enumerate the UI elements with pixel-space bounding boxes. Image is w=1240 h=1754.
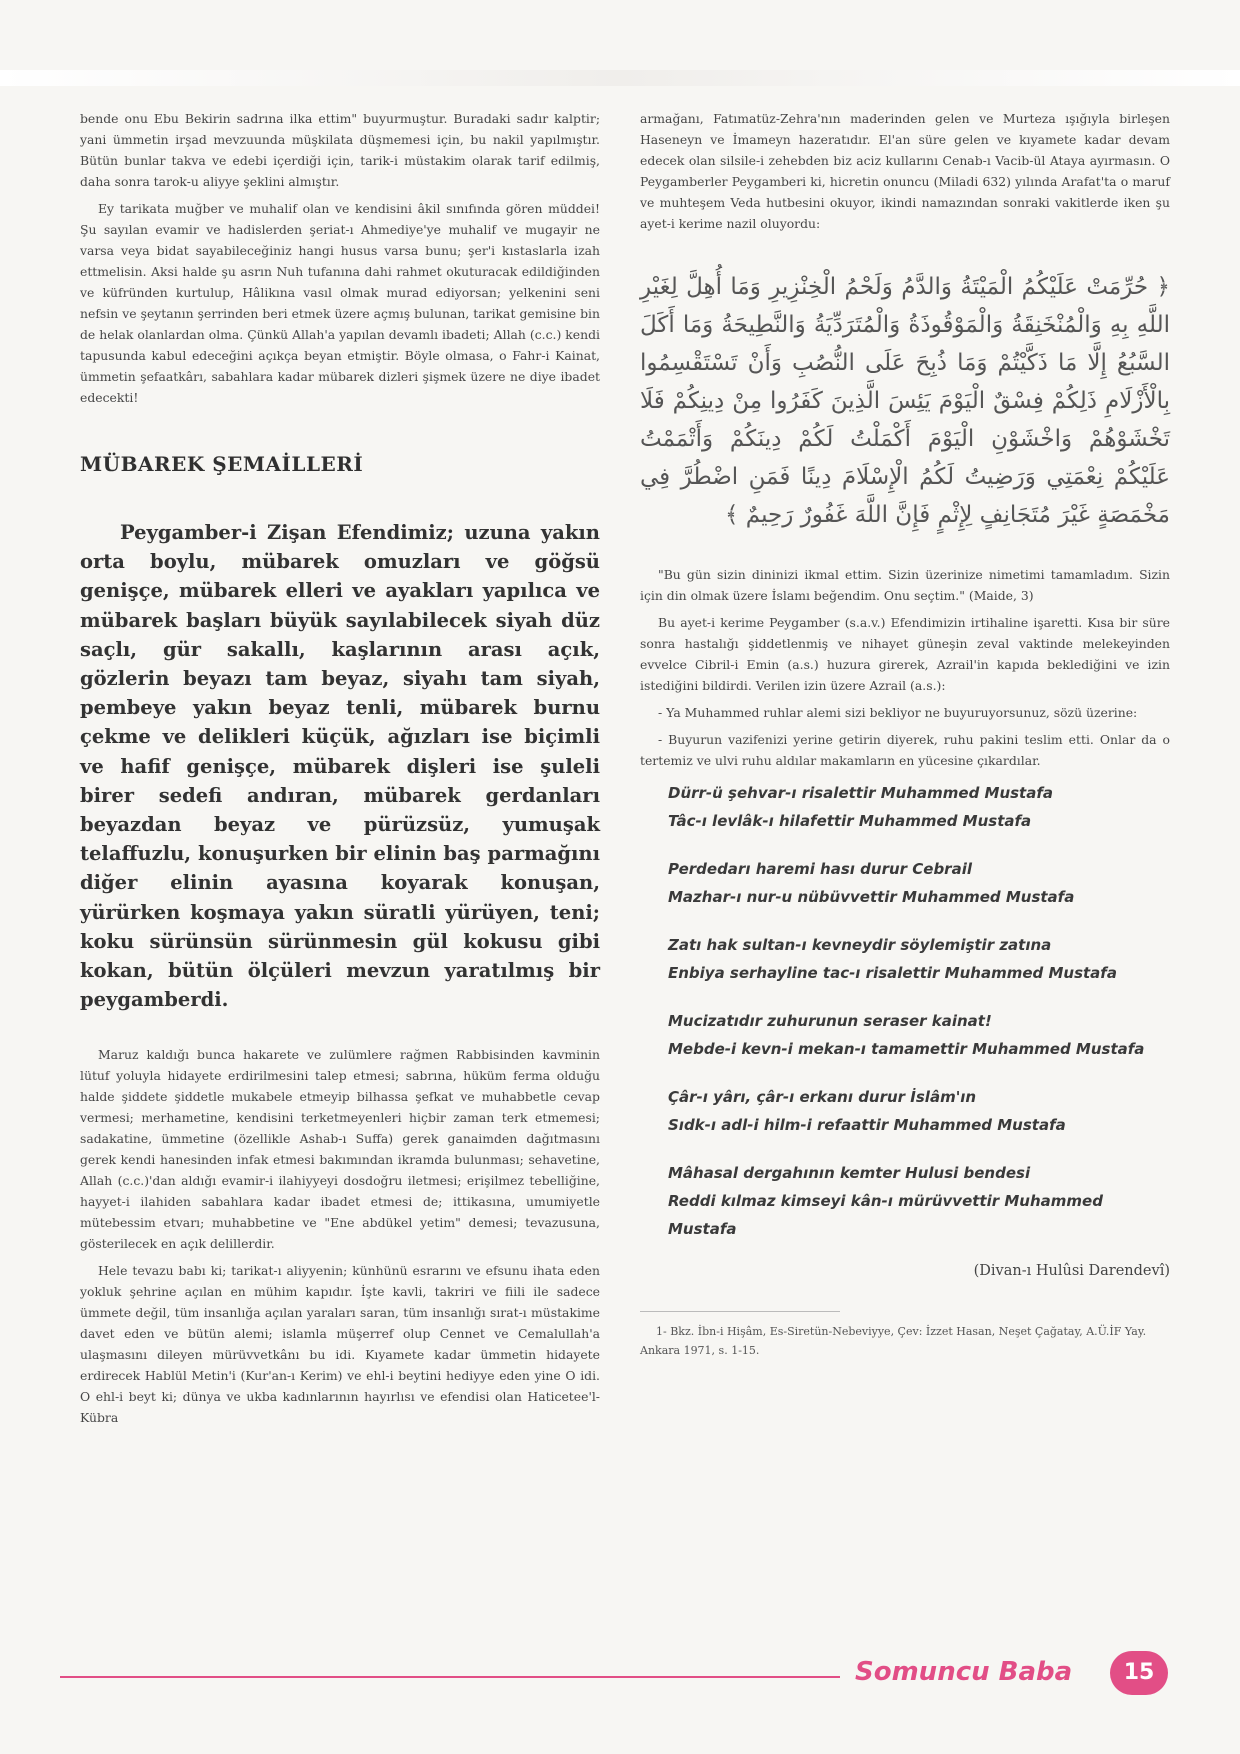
footer-rule xyxy=(60,1676,840,1678)
poem-stanza xyxy=(668,1159,1170,1243)
right-paragraph-5: - Buyurun vazifenizi yerine getirin diyerek, ruhu pakini teslim etti. Onlar da o tertemiz ve ulvi ruhu aldılar makamların en yücesine çıkardılar. xyxy=(640,732,1170,768)
poem-stanza xyxy=(668,931,1170,987)
poem-line: Enbiya serhayline tac-ı risalettir Muhammed Mustafa xyxy=(668,964,1117,982)
poem-stanza xyxy=(668,779,1170,835)
magazine-logo: Somuncu Baba xyxy=(855,1657,1073,1687)
poem-line: Dürr-ü şehvar-ı risalettir Muhammed Mustafa xyxy=(668,784,1053,802)
footnote: 1- Bkz. İbn-i Hişâm, Es-Siretün-Nebeviyye, Çev: İzzet Hasan, Neşet Çağatay, A.Ü.İF Yay. Ankara 1971, s. 1-15. xyxy=(640,1325,1147,1357)
poem-stanza xyxy=(668,1083,1170,1139)
poem-line: Tâc-ı levlâk-ı hilafettir Muhammed Mustafa xyxy=(668,812,1032,830)
right-column xyxy=(640,108,1170,1360)
poem-line: Reddi kılmaz kimseyi kân-ı mürüvvettir Muhammed Mustafa xyxy=(668,1192,1103,1238)
poem-line: Sıdk-ı adl-i hilm-i refaattir Muhammed Mustafa xyxy=(668,1116,1066,1134)
poem-line: Mebde-i kevn-i mekan-ı tamamettir Muhammed Mustafa xyxy=(668,1040,1145,1058)
right-paragraph-3: Bu ayet-i kerime Peygamber (s.a.v.) Efendimizin irtihaline işaretti. Kısa bir süre sonra hastalığı şiddetlenmiş ve nihayet güneşin zeval vaktinde melekeyinden evvelce Cibril-i Emin (a.s.) huzura girerek, Azrail'in kapıda beklediğini ve izin istediğini bildirdi. Verilen izin üzere Azrail (a.s.): xyxy=(640,615,1170,693)
left-paragraph-3: Maruz kaldığı bunca hakarete ve zulümlere rağmen Rabbisinden kavminin lütuf yoluyla hidayete erdirilmesini talep etmesi; sabrına, hüküm ferma olduğu halde şiddete şiddetle mukabele etmeyip bilhassa şefkat ve muhabbetle cevap vermesi; merhametine, kendisini terketmeyenleri hiçbir zaman terk etmemesi; sadakatine, ümmetine (özellikle Ashab-ı Suffa) gerek ganaimden dağıtmasını gerek kendi hanesinden infak etmesi bakımından ikramda bulunması; sehavetine, Allah (c.c.)'dan aldığı evamir-i ilahiyyeyi dosdoğru iletmesi; erişilmez tebelliğine, hayyet-i ilahiden sabahlara kadar ibadet etmesi de; ittikasına, umumiyetle mütebessim etvarı; muhabbetine ve "Ene abdükel yetim" demesi; tevazusuna, gösterilecek en açık delillerdir. xyxy=(80,1047,600,1252)
poem-line: Zatı hak sultan-ı kevneydir söylemiştir zatına xyxy=(668,936,1052,954)
left-paragraph-2: Ey tarikata muğber ve muhalif olan ve kendisini âkil sınıfında gören müddei! Şu sayılan evamir ve hadislerden şeriat-ı Ahmediye'ye muhalif ve mugayir ne varsa veya bidat sayabileceğiniz hangi husus varsa bunu; şer'i kıstaslarla izah ettmelisin. Aksi halde şu asrın Nuh tufanına dahi rahmet okuturacak edildiğinden ve küfründen kurtulup, Hâlikına vasıl olmak murad ediyorsan; yelkenini seni nefsin ve şeytanın şerrinden beri etmek üzere açmış bulunan, tarikat gemisine bin de helak olanlardan olma. Çünkü Allah'a yapılan devamlı ibadeti; Allah (c.c.) kendi tapusunda kabul edeceğini açıkça beyan etmiştir. Böyle olmasa, o Fahr-i Kainat, ümmetin şefaatkârı, sabahlara kadar mübarek dizleri şişmek üzere ne diye ibadet edecekti! xyxy=(80,201,600,405)
right-paragraph-4: - Ya Muhammed ruhlar alemi sizi bekliyor ne buyuruyorsunuz, sözü üzerine: xyxy=(658,705,1138,720)
page-number: 15 xyxy=(1110,1651,1168,1695)
left-column xyxy=(80,108,600,1434)
right-paragraph-1: armağanı, Fatımatüz-Zehra'nın maderinden gelen ve Murteza ışığıyla birleşen Haseneyn ve İmameyn hazeratıdır. El'an süre gelen ve kıyamete kadar devam edecek olan silsile-i zehebden biz aciz kullarını Cenab-ı Vacib-ül Ataya ayırmasın. O Peygamberler Peygamberi ki, hicretin onuncu (Miladi 632) yılında Arafat'ta o maruf ve muhteşem Veda hutbesini okuyor, ikindi namazından sonraki vakitlerde iken şu ayet-i kerime nazil oluyordu: xyxy=(640,111,1170,231)
arabic-verse: ﴿ حُرِّمَتْ عَلَيْكُمُ الْمَيْتَةُ وَالدَّمُ وَلَحْمُ الْخِنْزِيرِ وَمَا أُهِلَّ لِغَيْرِ اللَّهِ بِهِ وَالْمُنْخَنِقَةُ وَالْمَوْقُوذَةُ وَالْمُتَرَدِّيَةُ وَالنَّطِيحَةُ وَمَا أَكَلَ السَّبُعُ إِلَّا مَا ذَكَّيْتُمْ وَمَا ذُبِحَ عَلَى النُّصُبِ وَأَنْ تَسْتَقْسِمُوا بِالْأَزْلَامِ ذَلِكُمْ فِسْقٌ الْيَوْمَ يَئِسَ الَّذِينَ كَفَرُوا مِنْ دِينِكُمْ فَلَا تَخْشَوْهُمْ وَاخْشَوْنِ الْيَوْمَ أَكْمَلْتُ لَكُمْ دِينَكُمْ وَأَتْمَمْتُ عَلَيْكُمْ نِعْمَتِي وَرَضِيتُ لَكُمُ الْإِسْلَامَ دِينًا فَمَنِ اضْطُرَّ فِي مَخْمَصَةٍ غَيْرَ مُتَجَانِفٍ لِإِثْمٍ فَإِنَّ اللَّهَ غَفُورٌ رَحِيمٌ ﴾ xyxy=(640,274,1170,528)
poem-line: Perdedarı haremi hası durur Cebrail xyxy=(668,860,972,878)
lead-paragraph: Peygamber-i Zişan Efendimiz; uzuna yakın orta boylu, mübarek omuzları ve göğsü genişçe, mübarek elleri ve ayakları yapılıca ve mübarek başları büyük sayılabilecek siyah düz saçlı, gür sakallı, kaşlarının arası açık, gözlerin beyazı tam beyaz, siyahı tam siyah, pembeye yakın beyaz tenli, mübarek burnu çekme ve delikleri küçük, ağızları ise biçimli ve hafif genişçe, mübarek dişleri ise şuleli birer sedefi andıran, mübarek gerdanları beyazdan beyaz ve pürüzsüz, yumuşak telaffuzlu, konuşurken bir elinin baş parmağını diğer elinin ayasına koyarak konuşan, yürürken koşmaya yakın süratli yürüyen, teni; koku sürünsün sürünmesin gül kokusu gibi kokan, bütün ölçüleri mevzun yaratılmış bir peygamberdi. xyxy=(80,521,600,1012)
top-decorative-band xyxy=(0,70,1240,86)
poem-line: Mazhar-ı nur-u nübüvvettir Muhammed Mustafa xyxy=(668,888,1075,906)
poem-stanza xyxy=(668,855,1170,911)
poem-source: (Divan-ı Hulûsi Darendevî) xyxy=(973,1263,1170,1279)
poem-line: Çâr-ı yârı, çâr-ı erkanı durur İslâm'ın xyxy=(668,1088,977,1106)
left-paragraph-1: bende onu Ebu Bekirin sadrına ilka ettim" buyurmuştur. Buradaki sadır kalptir; yani ümmetin irşad mevzuunda müşkilata düşmemesi için, bu nakil yapılmıştır. Bütün bunlar takva ve edebi içerdiği için, tarik-i müstakim olarak tarif edilmiş, daha sonra tarok-u aliyye şeklini almıştır. xyxy=(80,111,600,189)
footnote-divider xyxy=(640,1311,840,1312)
poem-line: Mucizatıdır zuhurunun seraser kainat! xyxy=(668,1012,992,1030)
section-title: MÜBAREK ŞEMAİLLERİ xyxy=(80,452,364,476)
poem-stanza xyxy=(668,1007,1170,1063)
right-paragraph-2: "Bu gün sizin dininizi ikmal ettim. Sizin üzerinize nimetimi tamamladım. Sizin için din olmak üzere İslamı beğendim. Onu seçtim." (Maide, 3) xyxy=(640,567,1170,603)
poem-line: Mâhasal dergahının kemter Hulusi bendesi xyxy=(668,1164,1031,1182)
poem xyxy=(668,779,1170,1243)
left-paragraph-4: Hele tevazu babı ki; tarikat-ı aliyyenin; künhünü esrarını ve efsunu ihata eden yokluk şehrine açılan en mühim kapıdır. İşte kavli, takriri ve fiili ile sadece ümmete değil, tüm insanlığa açılan yaraları saran, tüm insanlığı sırat-ı müstakime davet eden ve bütün alemi; islamla müşerref olup Cennet ve Cemalullah'a ulaşmasını dileyen mürüvvetkânı bu idi. Kıyamete kadar ümmetin hidayete erdirecek Hablül Metin'i (Kur'an-ı Kerim) ve ehl-i beytini hediyye eden yine O idi. O ehl-i beyt ki; dünya ve ukba kadınlarının hayırlısı ve efendisi olan Haticetee'l-Kübra xyxy=(80,1263,600,1426)
